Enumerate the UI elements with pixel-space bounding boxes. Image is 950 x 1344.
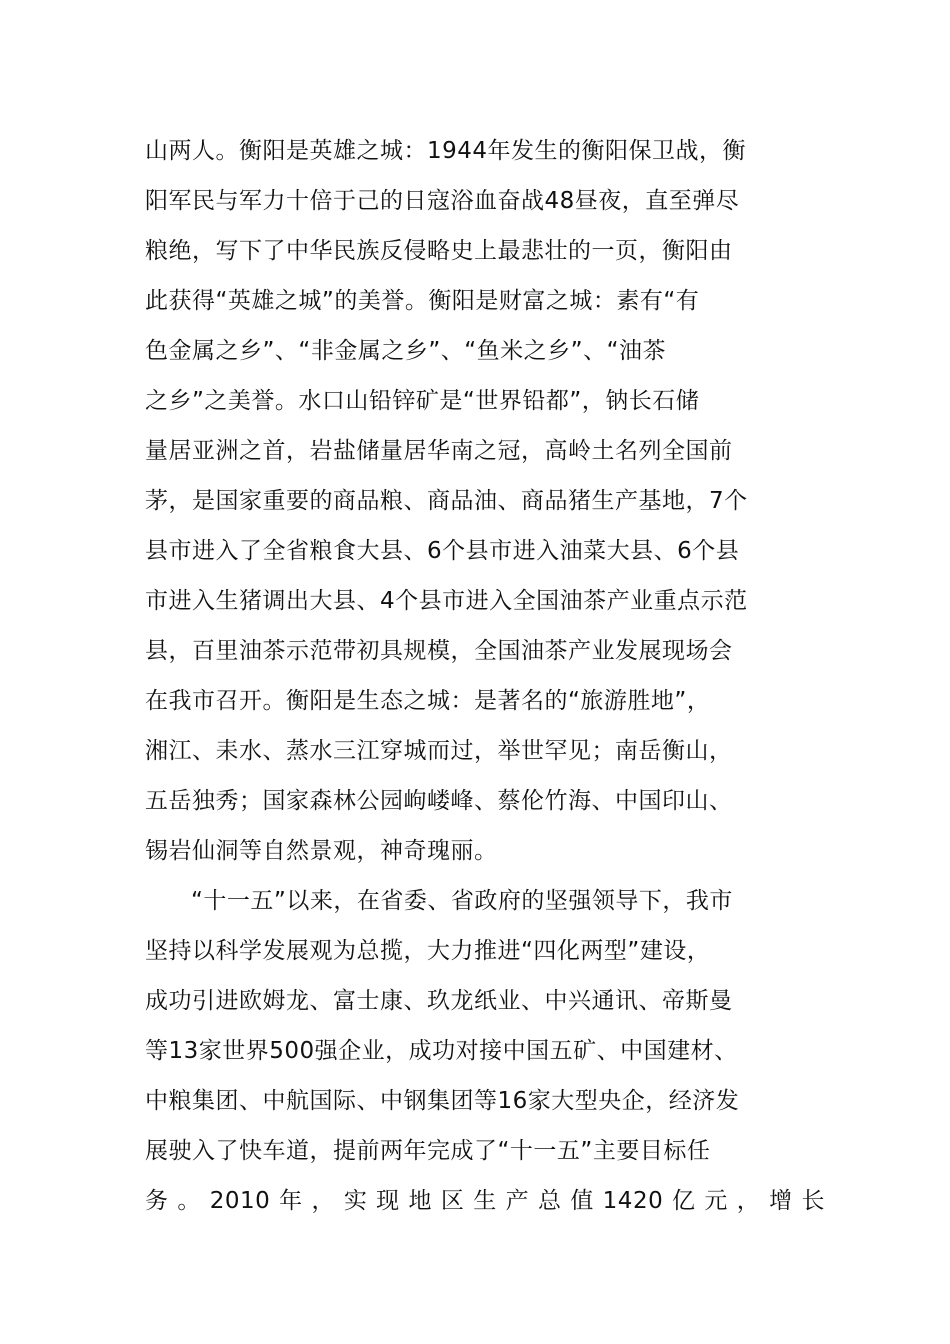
text-line: 色金属之乡”、“非金属之乡”、“鱼米之乡”、“油茶	[145, 338, 666, 364]
text-line: 山两人。衡阳是英雄之城：1944年发生的衡阳保卫战，衡	[145, 138, 747, 164]
text-line: 中粮集团、中航国际、中钢集团等16家大型央企，经济发	[145, 1088, 740, 1114]
text-line: 市进入生猪调出大县、4个县市进入全国油茶产业重点示范	[145, 588, 748, 614]
text-line: 在我市召开。衡阳是生态之城：是著名的“旅游胜地”，	[145, 688, 711, 714]
text-line: 锡岩仙洞等自然景观，神奇瑰丽。	[145, 838, 498, 864]
text-line: 粮绝，写下了中华民族反侵略史上最悲壮的一页，衡阳由	[145, 238, 733, 264]
text-line: 务。2010年，实现地区生产总值1420亿元，增长	[145, 1188, 825, 1214]
paragraph-first-line: “十一五”以来，在省委、省政府的坚强领导下，我市	[191, 888, 733, 914]
text-line: 此获得“英雄之城”的美誉。衡阳是财富之城：素有“有	[145, 288, 700, 314]
text-line: 成功引进欧姆龙、富士康、玖龙纸业、中兴通讯、帝斯曼	[145, 988, 733, 1014]
text-line: 等13家世界500强企业，成功对接中国五矿、中国建材、	[145, 1038, 738, 1064]
text-line: 茅，是国家重要的商品粮、商品油、商品猪生产基地，7个	[145, 488, 748, 514]
text-line: 五岳独秀；国家森林公园岣嵝峰、蔡伦竹海、中国印山、	[145, 788, 733, 814]
text-line: 之乡”之美誉。水口山铅锌矿是“世界铅都”，钠长石储	[145, 388, 700, 414]
text-line: 湘江、耒水、蒸水三江穿城而过，举世罕见；南岳衡山，	[145, 738, 733, 764]
text-line: 量居亚洲之首，岩盐储量居华南之冠，高岭土名列全国前	[145, 438, 733, 464]
text-line: 阳军民与军力十倍于己的日寇浴血奋战48昼夜，直至弹尽	[145, 188, 740, 214]
text-line: 展驶入了快车道，提前两年完成了“十一五”主要目标任	[145, 1138, 711, 1164]
text-line: 坚持以科学发展观为总揽，大力推进“四化两型”建设，	[145, 938, 711, 964]
text-line: 县，百里油茶示范带初具规模，全国油茶产业发展现场会	[145, 638, 733, 664]
text-line: 县市进入了全省粮食大县、6个县市进入油菜大县、6个县	[145, 538, 740, 564]
